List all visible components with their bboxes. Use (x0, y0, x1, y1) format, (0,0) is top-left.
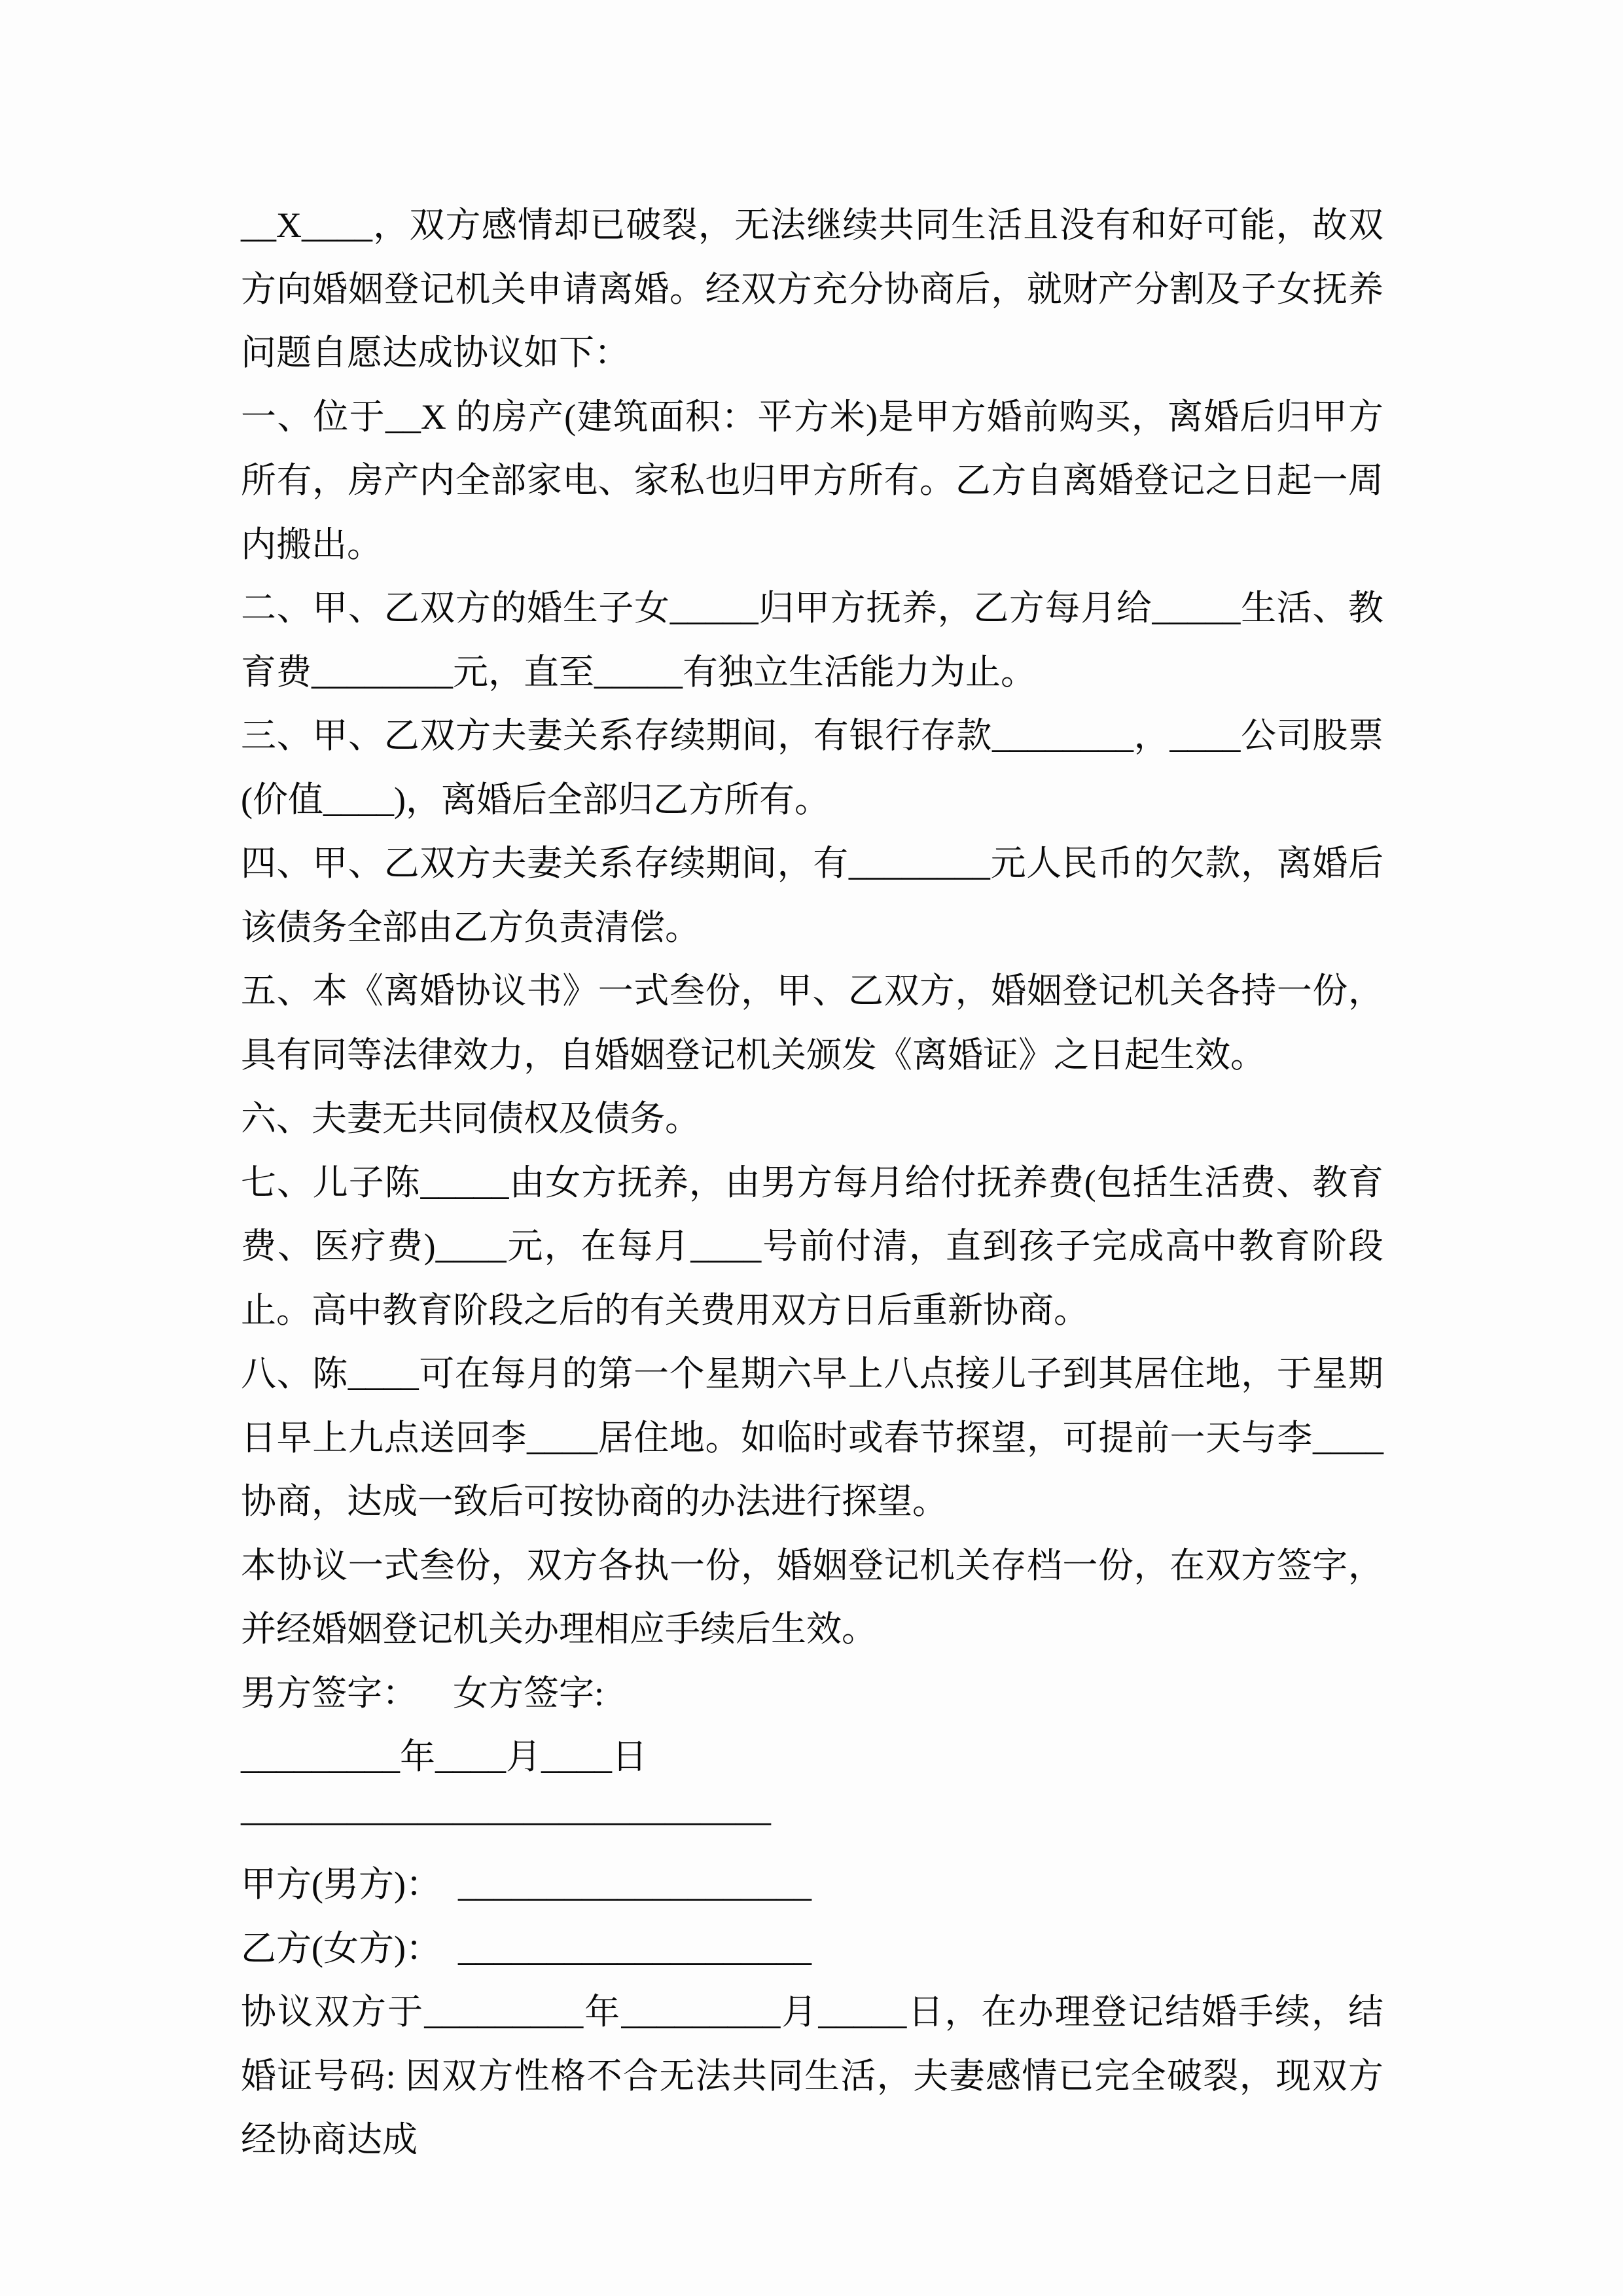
clause-5-copies-effect: 五、本《离婚协议书》一式叁份，甲、乙双方，婚姻登记机关各持一份，具有同等法律效力，自婚姻登记机关颁发《离婚证》之日起生效。 (241, 971, 1383, 1075)
clause-7-son-custody: 七、儿子陈_____由女方抚养，由男方每月给付抚养费(包括生活费、教育费、医疗费)____元，在每月____号前付清，直到孩子完成高中教育阶段止。高中教育阶段之后的有关费用双方日后重新协商。 (241, 1162, 1383, 1330)
party-a-line (241, 1853, 1383, 1917)
party-a-signature-blank: ____________________ (457, 1865, 812, 1904)
divider-dashes: ——————————————— (241, 1801, 771, 1840)
party-b-line (241, 1917, 1383, 1981)
female-signature-label: 女方签字: (453, 1673, 605, 1713)
paragraph-copies-signing: 本协议一式叁份，双方各执一份，婚姻登记机关存档一份，在双方签字，并经婚姻登记机关办理相应手续后生效。 (241, 1545, 1383, 1649)
clause-3-savings-stock: 三、甲、乙双方夫妻关系存续期间，有银行存款________，____公司股票(价值____)，离婚后全部归乙方所有。 (241, 716, 1383, 819)
party-a-label: 甲方(男方)： (241, 1865, 441, 1904)
male-signature-label: 男方签字： (241, 1673, 418, 1713)
clause-2-child-support: 二、甲、乙双方的婚生子女_____归甲方抚养，乙方每月给_____生活、教育费________元，直至_____有独立生活能力为止。 (241, 588, 1383, 692)
party-b-signature-blank: ____________________ (457, 1928, 812, 1968)
clause-1-property: 一、位于__X 的房产(建筑面积：平方米)是甲方婚前购买，离婚后归甲方所有，房产内全部家电、家私也归甲方所有。乙方自离婚登记之日起一周内搬出。 (241, 397, 1383, 564)
party-b-label: 乙方(女方)： (241, 1928, 441, 1968)
closing-paragraph: 协议双方于_________年_________月_____日，在办理登记结婚手续，结婚证号码: 因双方性格不合无法共同生活，夫妻感情已完全破裂，现双方经协商达成 (241, 1992, 1383, 2159)
clause-6-no-joint-debt: 六、夫妻无共同债权及债务。 (241, 1099, 700, 1138)
signature-line (241, 1662, 1383, 1726)
clause-8-visitation: 八、陈____可在每月的第一个星期六早上八点接儿子到其居住地，于星期日早上九点送回李____居住地。如临时或春节探望，可提前一天与李____协商，达成一致后可按协商的办法进行探望。 (241, 1354, 1383, 1521)
clause-4-debt: 四、甲、乙双方夫妻关系存续期间，有________元人民币的欠款，离婚后该债务全部由乙方负责清偿。 (241, 844, 1383, 947)
agreement-text (241, 194, 1383, 2172)
date-line: _________年____月____日 (241, 1737, 647, 1776)
paragraph-intro: __X____，双方感情却已破裂，无法继续共同生活且没有和好可能，故双方向婚姻登记机关申请离婚。经双方充分协商后，就财产分割及子女抚养问题自愿达成协议如下： (241, 206, 1383, 372)
